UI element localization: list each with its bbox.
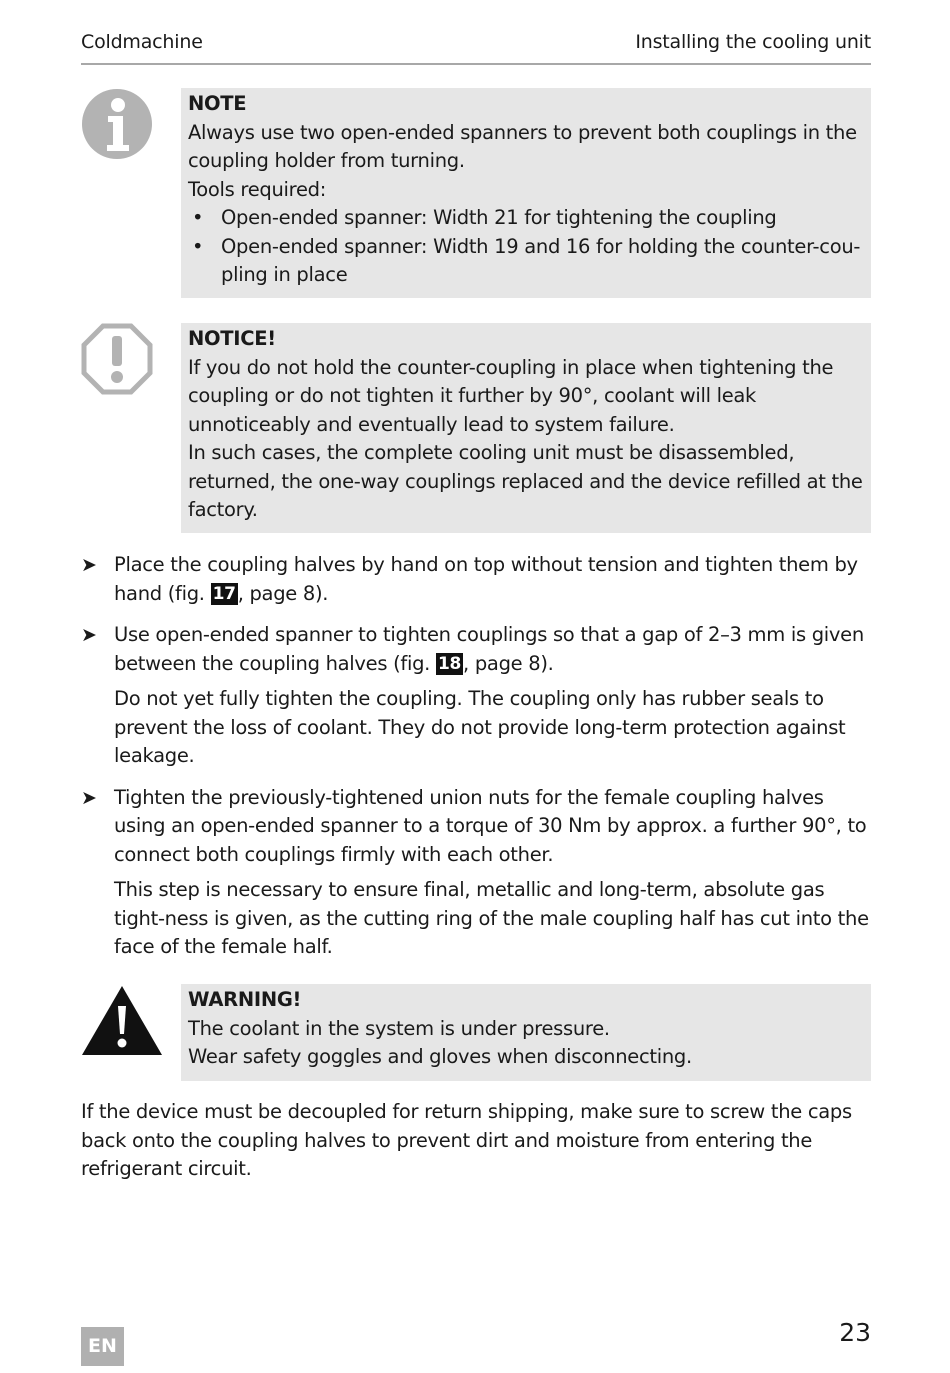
figure-ref-badge: 17 xyxy=(212,583,236,604)
warning-text-2: Wear safety goggles and gloves when disconnecting. xyxy=(188,1045,692,1068)
step-text: Use open-ended spanner to tighten couplings so that a gap of 2–3 mm is given between the coupling halves (fig. 18 , page 8). xyxy=(114,623,864,675)
notice-text-1: If you do not hold the counter-coupling in place when tightening the coupling or do not tighten it further by 90°, coolant will leak unnoticeably and eventually lead to system failure. xyxy=(188,355,834,436)
page-header xyxy=(81,31,871,65)
tools-list-item: • Open-ended spanner: Width 19 and 16 for holding the counter-cou-pling in place xyxy=(188,233,864,290)
warning-title: WARNING! xyxy=(188,988,302,1011)
note-title: NOTE xyxy=(188,92,247,115)
step-note: Do not yet fully tighten the coupling. The coupling only has rubber seals to prevent the loss of coolant. They do not provide long-term protection against leakage. xyxy=(114,687,846,767)
note-block xyxy=(81,88,871,300)
info-icon xyxy=(81,88,153,160)
note-box xyxy=(181,88,871,298)
header-section-title: Installing the cooling unit xyxy=(635,31,871,53)
arrow-icon: ➤ xyxy=(81,624,97,646)
page-number: 23 xyxy=(839,1318,871,1347)
arrow-icon: ➤ xyxy=(81,786,97,809)
notice-title: NOTICE! xyxy=(188,327,276,350)
closing-paragraph: If the device must be decoupled for return shipping, make sure to screw the caps back onto the coupling halves to prevent dirt and moisture from entering the refrigerant circuit. xyxy=(81,1100,852,1180)
header-product-name: Coldmachine xyxy=(81,31,203,53)
language-badge: EN xyxy=(81,1327,124,1366)
warning-block xyxy=(81,984,871,1082)
notice-text-2: In such cases, the complete cooling unit must be disassembled, returned, the one-way couplings replaced and the device refilled at the factory. xyxy=(188,441,863,521)
warning-triangle-icon xyxy=(81,984,163,1056)
figure-ref-badge: 18 xyxy=(437,653,462,674)
warning-box xyxy=(181,984,871,1081)
step-text: Tighten the previously-tightened union nuts for the female coupling halves using an open-ended spanner to a torque of 30 Nm by approx. a further 90°, to connect both couplings firmly with each other. xyxy=(114,785,867,866)
step-note: This step is necessary to ensure final, metallic and long-term, absolute gas tight-ness is given, as the cutting ring of the male coupling half has cut into the face of the female half. xyxy=(114,878,869,958)
note-text-2: Tools required: xyxy=(188,177,327,201)
tools-list xyxy=(188,204,864,290)
instruction-steps xyxy=(81,551,871,962)
step-2 xyxy=(81,621,871,771)
octagon-exclamation-icon xyxy=(81,323,153,395)
note-text-1: Always use two open-ended spanners to prevent both couplings in the coupling holder from turning. xyxy=(188,120,857,172)
notice-box xyxy=(181,323,871,533)
arrow-icon: ➤ xyxy=(81,554,97,576)
tools-list-item: • Open-ended spanner: Width 21 for tightening the coupling xyxy=(188,204,864,233)
step-text: Place the coupling halves by hand on top without tension and tighten them by hand (fig. 17 , page 8). xyxy=(114,553,858,605)
warning-text-1: The coolant in the system is under pressure. xyxy=(188,1016,610,1040)
step-1 xyxy=(81,551,871,608)
notice-block xyxy=(81,323,871,535)
step-3 xyxy=(81,784,871,962)
